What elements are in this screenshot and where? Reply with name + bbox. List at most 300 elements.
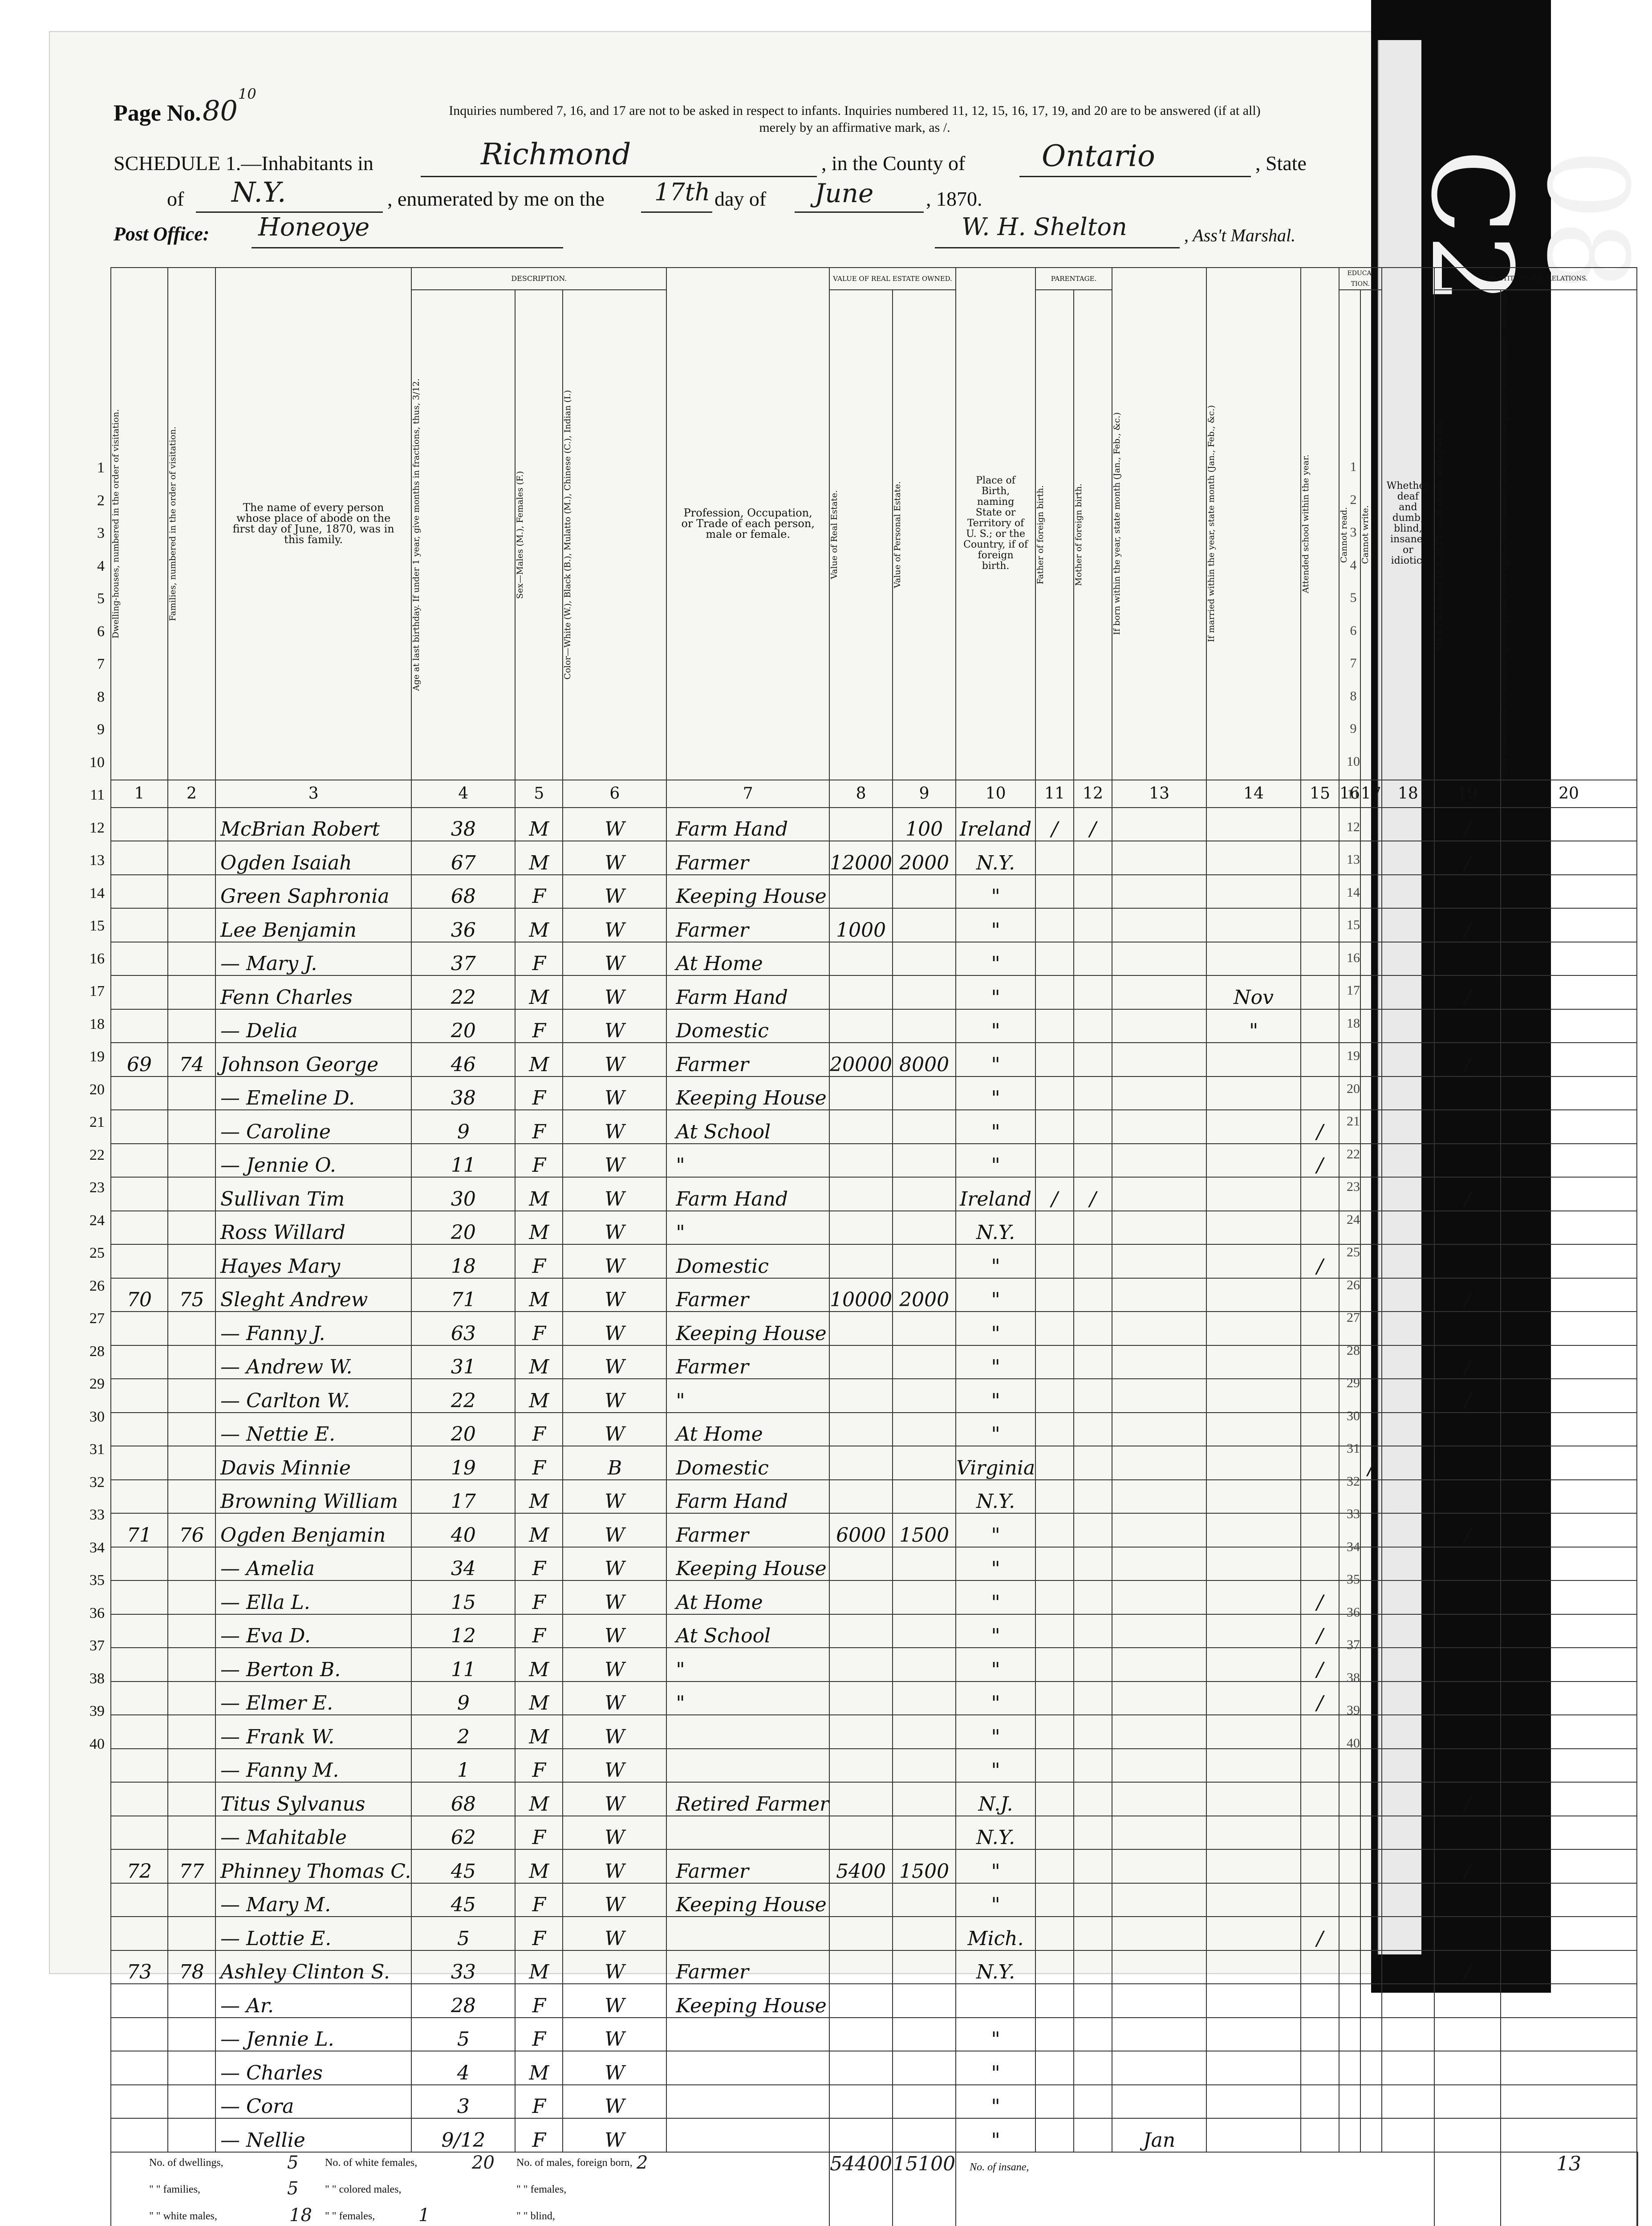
birthplace: " [956, 2051, 1035, 2085]
mother-foreign [1074, 1312, 1112, 1345]
color: W [563, 2085, 666, 2119]
birthplace: " [956, 1580, 1035, 1614]
birthplace: Ireland [956, 1177, 1035, 1211]
birth-month [1112, 975, 1206, 1009]
color: W [563, 1513, 666, 1547]
mother-foreign [1074, 2118, 1112, 2152]
vote-denied [1501, 875, 1637, 909]
real-estate-value [829, 1580, 893, 1614]
family-number [168, 975, 215, 1009]
birth-month: Jan [1112, 2118, 1206, 2152]
person-name: — Jennie O. [215, 1144, 411, 1178]
occupation: At Home [666, 1580, 829, 1614]
father-foreign [1035, 1144, 1074, 1178]
vote-denied [1501, 1110, 1637, 1144]
birthplace: " [956, 1379, 1035, 1413]
column-number: 3 [215, 780, 411, 808]
color: W [563, 1177, 666, 1211]
cannot-write: / [1360, 1446, 1382, 1480]
column-number: 2 [168, 780, 215, 808]
post-office-label: Post Office: [114, 223, 210, 245]
father-foreign [1035, 1950, 1074, 1984]
row-number: 36 [89, 1605, 105, 1621]
table-row [111, 1144, 1638, 1178]
male-citizen [1434, 1110, 1501, 1144]
table-row [111, 1345, 1638, 1379]
cannot-read [1339, 2018, 1360, 2051]
birth-month [1112, 2018, 1206, 2051]
occupation: Farmer [666, 1043, 829, 1076]
sex: F [515, 1312, 563, 1345]
marriage-month [1206, 875, 1301, 909]
father-foreign [1035, 1580, 1074, 1614]
row-number: 7 [97, 656, 105, 672]
column-number: 4 [411, 780, 515, 808]
person-name: — Jennie L. [215, 2018, 411, 2051]
birth-month [1112, 1883, 1206, 1917]
father-foreign [1035, 1849, 1074, 1883]
disability [1382, 942, 1434, 976]
color: W [563, 1312, 666, 1345]
mother-foreign [1074, 875, 1112, 909]
personal-estate-value [893, 2018, 956, 2051]
birthplace: " [956, 875, 1035, 909]
vote-denied [1501, 1749, 1637, 1783]
vote-denied [1501, 841, 1637, 875]
marriage-month [1206, 1816, 1301, 1850]
birthplace [956, 1984, 1035, 2018]
dwelling-number [111, 2085, 168, 2119]
occupation: Keeping House [666, 1312, 829, 1345]
table-row [111, 1244, 1638, 1278]
table-row [111, 1547, 1638, 1581]
family-number [168, 1749, 215, 1783]
male-citizen [1434, 1917, 1501, 1950]
disability [1382, 1849, 1434, 1883]
marriage-month: Nov [1206, 975, 1301, 1009]
family-number [168, 1076, 215, 1110]
father-foreign [1035, 1446, 1074, 1480]
disability [1382, 1614, 1434, 1648]
row-number-right: 38 [1347, 1670, 1360, 1685]
mother-foreign [1074, 1379, 1112, 1413]
color: W [563, 1413, 666, 1446]
vote-denied [1501, 1244, 1637, 1278]
dwelling-number [111, 942, 168, 976]
attended-school: / [1301, 1244, 1339, 1278]
birth-month [1112, 1076, 1206, 1110]
dwelling-number [111, 2018, 168, 2051]
disability [1382, 1110, 1434, 1144]
occupation: " [666, 1682, 829, 1715]
birthplace: " [956, 908, 1035, 942]
row-number: 31 [89, 1441, 105, 1458]
male-citizen: / [1434, 1043, 1501, 1076]
real-estate-value [829, 1379, 893, 1413]
total-personal-estate: 15100 [893, 2152, 956, 2226]
row-number-right: 1 [1350, 459, 1357, 474]
sex: M [515, 1379, 563, 1413]
family-number [168, 1345, 215, 1379]
dwelling-number [111, 1749, 168, 1783]
attended-school [1301, 1950, 1339, 1984]
page-number: 80 [203, 94, 238, 127]
real-estate-value [829, 1950, 893, 1984]
age: 20 [411, 1009, 515, 1043]
disability [1382, 2085, 1434, 2119]
dwelling-number [111, 1682, 168, 1715]
person-name: — Amelia [215, 1547, 411, 1581]
vote-denied [1501, 2051, 1637, 2085]
real-estate-value [829, 942, 893, 976]
mother-foreign [1074, 1614, 1112, 1648]
occupation: " [666, 1648, 829, 1682]
disability [1382, 1043, 1434, 1076]
real-estate-value: 1000 [829, 908, 893, 942]
row-number-right: 27 [1347, 1310, 1360, 1325]
row-number-right: 39 [1347, 1703, 1360, 1718]
birth-month [1112, 1278, 1206, 1312]
attended-school [1301, 1177, 1339, 1211]
table-row [111, 942, 1638, 976]
family-number [168, 1580, 215, 1614]
personal-estate-value [893, 1917, 956, 1950]
cannot-write [1360, 2085, 1382, 2119]
table-row [111, 908, 1638, 942]
row-number: 38 [89, 1670, 105, 1687]
dwelling-number [111, 1446, 168, 1480]
row-number-right: 25 [1347, 1245, 1360, 1259]
real-estate-value [829, 1345, 893, 1379]
person-name: — Eva D. [215, 1614, 411, 1648]
marriage-month [1206, 1917, 1301, 1950]
marriage-month [1206, 1177, 1301, 1211]
father-foreign [1035, 2085, 1074, 2119]
person-name: — Mary M. [215, 1883, 411, 1917]
person-name: — Ar. [215, 1984, 411, 2018]
cannot-read [1339, 2051, 1360, 2085]
attended-school: / [1301, 1682, 1339, 1715]
row-number: 25 [89, 1245, 105, 1261]
family-number [168, 1480, 215, 1514]
personal-estate-value [893, 1984, 956, 2018]
birth-month [1112, 2085, 1206, 2119]
birthplace: " [956, 1547, 1035, 1581]
dwellings-label: No. of dwellings, [149, 2157, 223, 2169]
male-citizen: / [1434, 1950, 1501, 1984]
column-number: 14 [1206, 780, 1301, 808]
mother-foreign [1074, 1782, 1112, 1816]
table-row [111, 1513, 1638, 1547]
birthplace: " [956, 1682, 1035, 1715]
male-citizen: / [1434, 1849, 1501, 1883]
county-line [1019, 176, 1251, 177]
table-row [111, 1110, 1638, 1144]
birth-month [1112, 1480, 1206, 1514]
of-label: of [167, 187, 184, 210]
col-6-header: Color—White (W.), Black (B.), Mulatto (M.), Chinese (C.), Indian (I.) [563, 290, 666, 780]
occupation: Farmer [666, 1278, 829, 1312]
vote-denied [1501, 1715, 1637, 1749]
disability [1382, 1076, 1434, 1110]
occupation: Keeping House [666, 1547, 829, 1581]
sex: F [515, 1749, 563, 1783]
male-citizen [1434, 1446, 1501, 1480]
table-row [111, 2018, 1638, 2051]
attended-school: / [1301, 1917, 1339, 1950]
family-number [168, 2051, 215, 2085]
color: W [563, 1009, 666, 1043]
dwellings-count: 5 [287, 2152, 299, 2173]
mother-foreign [1074, 1244, 1112, 1278]
real-estate-value: 5400 [829, 1849, 893, 1883]
real-estate-value [829, 1177, 893, 1211]
col-2-header: Families, numbered in the order of visitation. [168, 268, 215, 780]
disability [1382, 1682, 1434, 1715]
real-estate-value [829, 2018, 893, 2051]
birth-month [1112, 1816, 1206, 1850]
birth-month [1112, 2051, 1206, 2085]
father-foreign [1035, 1547, 1074, 1581]
person-name: Hayes Mary [215, 1244, 411, 1278]
occupation [666, 2018, 829, 2051]
occupation [666, 2085, 829, 2119]
person-name: — Berton B. [215, 1648, 411, 1682]
person-name: — Charles [215, 2051, 411, 2085]
sex: M [515, 1480, 563, 1514]
disability [1382, 975, 1434, 1009]
attended-school [1301, 875, 1339, 909]
row-number-right: 14 [1347, 885, 1360, 900]
vote-denied [1501, 1278, 1637, 1312]
color: W [563, 1648, 666, 1682]
family-number [168, 1917, 215, 1950]
blind-label: " " blind, [516, 2210, 555, 2222]
real-estate-value [829, 1917, 893, 1950]
marriage-month [1206, 2085, 1301, 2119]
color: W [563, 2118, 666, 2152]
column-numbers [111, 780, 1638, 808]
birth-month [1112, 1547, 1206, 1581]
constitutional-header: CONSTITUTIONAL RELATIONS. [1434, 268, 1637, 290]
vote-denied [1501, 1345, 1637, 1379]
vote-denied [1501, 2085, 1637, 2119]
occupation: Keeping House [666, 1984, 829, 2018]
mother-foreign [1074, 1211, 1112, 1245]
sex: M [515, 1345, 563, 1379]
male-citizen [1434, 875, 1501, 909]
male-citizen [1434, 1883, 1501, 1917]
person-name: Browning William [215, 1480, 411, 1514]
attended-school [1301, 1883, 1339, 1917]
color: W [563, 1782, 666, 1816]
white-females-label: No. of white females, [325, 2157, 418, 2169]
family-number [168, 1312, 215, 1345]
personal-estate-value [893, 1883, 956, 1917]
table-row [111, 1043, 1638, 1076]
personal-estate-value: 1500 [893, 1849, 956, 1883]
column-number: 9 [893, 780, 956, 808]
mother-foreign [1074, 975, 1112, 1009]
occupation: Domestic [666, 1446, 829, 1480]
person-name: — Lottie E. [215, 1917, 411, 1950]
occupation [666, 1816, 829, 1850]
birth-month [1112, 1984, 1206, 2018]
family-number [168, 2018, 215, 2051]
instructions-line-2: merely by an affirmative mark, as /. [759, 120, 950, 135]
mother-foreign [1074, 1144, 1112, 1178]
personal-estate-value [893, 942, 956, 976]
marriage-month: " [1206, 1009, 1301, 1043]
occupation: Farmer [666, 1849, 829, 1883]
column-number: 18 [1382, 780, 1434, 808]
vote-denied [1501, 1480, 1637, 1514]
mother-foreign [1074, 1816, 1112, 1850]
row-number: 11 [90, 787, 105, 803]
male-citizen [1434, 1816, 1501, 1850]
mother-foreign [1074, 1849, 1112, 1883]
birthplace: N.Y. [956, 1816, 1035, 1850]
attended-school [1301, 2118, 1339, 2152]
table-row [111, 1614, 1638, 1648]
occupation: Keeping House [666, 1883, 829, 1917]
sex: F [515, 875, 563, 909]
male-citizen [1434, 1580, 1501, 1614]
birth-month [1112, 1345, 1206, 1379]
cannot-write [1360, 2051, 1382, 2085]
birth-month [1112, 1446, 1206, 1480]
marriage-month [1206, 1715, 1301, 1749]
birth-month [1112, 1312, 1206, 1345]
family-number [168, 1211, 215, 1245]
color: W [563, 1715, 666, 1749]
attended-school [1301, 2051, 1339, 2085]
day: 17th [654, 178, 710, 206]
attended-school [1301, 1043, 1339, 1076]
personal-estate-value: 1500 [893, 1513, 956, 1547]
male-citizen: / [1434, 975, 1501, 1009]
mother-foreign [1074, 1513, 1112, 1547]
real-estate-value [829, 2118, 893, 2152]
person-name: Fenn Charles [215, 975, 411, 1009]
mother-foreign [1074, 1580, 1112, 1614]
row-number: 5 [97, 590, 105, 607]
attended-school [1301, 1312, 1339, 1345]
vote-denied [1501, 1816, 1637, 1850]
row-number-right: 11 [1347, 787, 1360, 801]
parentage-header: PARENTAGE. [1035, 268, 1112, 290]
sex: F [515, 1144, 563, 1178]
dwelling-number [111, 841, 168, 875]
vote-denied [1501, 808, 1637, 841]
vote-denied [1501, 1446, 1637, 1480]
cannot-read [1339, 1816, 1360, 1850]
sex: M [515, 1177, 563, 1211]
dwelling-number [111, 1177, 168, 1211]
father-foreign [1035, 1413, 1074, 1446]
table-row [111, 1379, 1638, 1413]
birthplace: " [956, 1614, 1035, 1648]
birth-month [1112, 1715, 1206, 1749]
dwelling-number [111, 1009, 168, 1043]
row-number-right: 15 [1347, 918, 1360, 932]
row-number-right: 36 [1347, 1605, 1360, 1620]
disability [1382, 2051, 1434, 2085]
birthplace: Virginia [956, 1446, 1035, 1480]
table-row [111, 1211, 1638, 1245]
color: W [563, 1345, 666, 1379]
cannot-write [1360, 2118, 1382, 2152]
marriage-month [1206, 1110, 1301, 1144]
row-number: 2 [97, 492, 105, 509]
attended-school [1301, 1984, 1339, 2018]
row-number-right: 22 [1347, 1146, 1360, 1162]
roll-mark: 08 C2 [1407, 149, 1652, 305]
vote-denied [1501, 1379, 1637, 1413]
row-number-right: 8 [1350, 688, 1357, 703]
birth-month [1112, 1379, 1206, 1413]
dwelling-number [111, 1244, 168, 1278]
birthplace: " [956, 1244, 1035, 1278]
occupation: Farmer [666, 1513, 829, 1547]
vote-denied [1501, 2018, 1637, 2051]
row-number: 30 [89, 1408, 105, 1425]
birth-month [1112, 1849, 1206, 1883]
sex: M [515, 908, 563, 942]
mother-foreign [1074, 1682, 1112, 1715]
birthplace: " [956, 1144, 1035, 1178]
marriage-month [1206, 1614, 1301, 1648]
insane-label: No. of insane, [970, 2161, 1029, 2173]
family-number: 77 [168, 1849, 215, 1883]
table-row [111, 1009, 1638, 1043]
attended-school [1301, 1009, 1339, 1043]
personal-estate-value [893, 908, 956, 942]
white-males-label: " " white males, [149, 2210, 217, 2222]
disability [1382, 2018, 1434, 2051]
person-name: Johnson George [215, 1043, 411, 1076]
male-citizen [1434, 942, 1501, 976]
sex: F [515, 942, 563, 976]
sex: M [515, 975, 563, 1009]
person-name: — Ella L. [215, 1580, 411, 1614]
birthplace: " [956, 2018, 1035, 2051]
birthplace: " [956, 1009, 1035, 1043]
male-citizen: / [1434, 1782, 1501, 1816]
family-number [168, 1446, 215, 1480]
vote-denied [1501, 1413, 1637, 1446]
attended-school: / [1301, 1614, 1339, 1648]
row-number: 17 [89, 983, 105, 999]
color: W [563, 1043, 666, 1076]
age: 20 [411, 1413, 515, 1446]
personal-estate-value [893, 1547, 956, 1581]
marriage-month [1206, 2051, 1301, 2085]
color: W [563, 1211, 666, 1245]
personal-estate-value [893, 1413, 956, 1446]
male-citizen [1434, 2085, 1501, 2119]
male-citizen [1434, 1614, 1501, 1648]
column-number: 19 [1434, 780, 1501, 808]
person-name: Ashley Clinton S. [215, 1950, 411, 1984]
disability [1382, 1345, 1434, 1379]
dwelling-number [111, 1547, 168, 1581]
row-number: 40 [89, 1735, 105, 1752]
father-foreign [1035, 1682, 1074, 1715]
colored-males-label: " " colored males, [325, 2183, 402, 2195]
family-number [168, 1547, 215, 1581]
mother-foreign [1074, 1648, 1112, 1682]
